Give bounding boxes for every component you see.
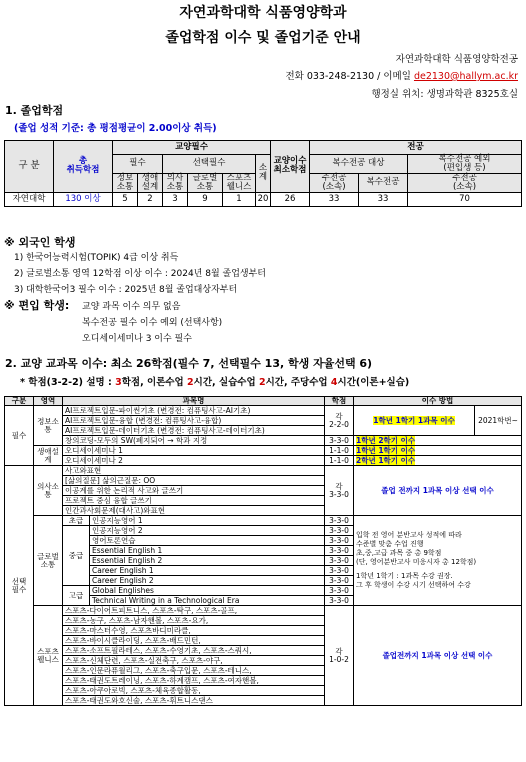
val-info: 5 bbox=[113, 192, 138, 206]
row-label: 자연대학 bbox=[5, 192, 54, 206]
val-major1: 33 bbox=[310, 192, 359, 206]
global-method-line: 입학 전 영어 분반고사 성적에 따라 bbox=[356, 531, 462, 540]
section2-heading: 2. 교양 교과목 이수: 최소 26학점(필수 7, 선택필수 13, 학생 자율선택 6) bbox=[5, 357, 373, 370]
required-label: 필수 bbox=[5, 406, 34, 466]
foreign-item: 2) 글로벌소통 영역 12학점 이상 이수 : 2024년 8월 졸업생부터 bbox=[14, 269, 266, 279]
section1-heading: 1. 졸업학점 bbox=[5, 104, 64, 117]
th-category: 구 분 bbox=[5, 141, 54, 193]
credit-num: 2 bbox=[187, 377, 194, 388]
foreign-heading: ※ 외국인 학생 bbox=[4, 236, 76, 249]
course-name: AI프로젝트입문-파이썬기초 (변경전: 컴퓨팅사고-AI기초) bbox=[63, 406, 325, 416]
course-name: 이공계를 위한 논리적 사고와 글쓰기 bbox=[63, 486, 325, 496]
course-name: 스포츠-바이시클라이딩, 스포츠-배드민턴, bbox=[63, 636, 325, 646]
course-name: 인공지능영어 2 bbox=[90, 526, 325, 536]
th-elective: 선택필수 bbox=[163, 155, 256, 174]
course-name: 창의코딩-모두의 SW(폐지되어 → 학과 지정 bbox=[63, 436, 325, 446]
course-name: 스포츠-마스터수영, 스포츠바디미라클, bbox=[63, 626, 325, 636]
course-name: Career English 1 bbox=[90, 566, 325, 576]
comm-area: 의사소통 bbox=[34, 466, 63, 516]
course-name: 사고와표현 bbox=[63, 466, 325, 476]
foreign-item: 3) 대학한국어3 필수 이수 : 2025년 8월 졸업대상자부터 bbox=[14, 285, 238, 295]
course-name: Essential English 1 bbox=[90, 546, 325, 556]
course-name: [삶의질문] 삶의근질문: OO bbox=[63, 476, 325, 486]
credit-num: 2 bbox=[258, 377, 266, 388]
info-method-year: 2021학번~ bbox=[475, 406, 522, 436]
row-total: 130 이상 bbox=[54, 192, 113, 206]
th-major-exempt: 복수전공 예외 (편입생 등) bbox=[408, 155, 522, 174]
sports-area: 스포츠 웰니스 bbox=[34, 606, 63, 706]
val-subtotal: 20 bbox=[256, 192, 271, 206]
course-name: 스포츠-아쿠아로빅, 스포츠-체육종합활동, bbox=[63, 686, 325, 696]
course-credit: 3-3-0 bbox=[325, 526, 354, 536]
th2-method: 이수 방법 bbox=[354, 397, 522, 406]
global-area: 글로벌 소통 bbox=[34, 516, 63, 606]
transfer-line: 복수전공 필수 이수 예외 (선택사항) bbox=[82, 318, 223, 328]
contact-prefix: 전화 033-248-2130 / 이메일 bbox=[285, 71, 411, 82]
sports-method: 졸업전까지 1과목 이상 선택 이수 bbox=[354, 606, 522, 706]
credit-note bbox=[20, 374, 409, 388]
course-name: AI프로젝트입문-융합 (변경전: 컴퓨팅사고-융합) bbox=[63, 416, 325, 426]
val-double: 33 bbox=[359, 192, 408, 206]
global-method-line: (단, 영어분반고사 미응시자 총 12학점) bbox=[356, 557, 477, 566]
course-name: 스포츠-농구, 스포츠-남자핸볼, 스포츠-요가, bbox=[63, 616, 325, 626]
info-method: 1학년 1학기 1과목 이수 bbox=[373, 415, 455, 425]
email-link[interactable]: de2130@hallym.ac.kr bbox=[413, 71, 518, 82]
course-name: Essential English 2 bbox=[90, 556, 325, 566]
info-area: 정보소통 bbox=[34, 406, 63, 446]
liberal-course-table bbox=[4, 396, 522, 706]
course-credit: 1-1-0 bbox=[325, 446, 354, 456]
course-credit: 3-3-0 bbox=[325, 566, 354, 576]
course-name: 프로젝트 중심 융합 글쓰기 bbox=[63, 496, 325, 506]
th2-course: 과목명 bbox=[63, 397, 325, 406]
global-method-line: 초,중,고급 과목 중 총 9학점 bbox=[356, 548, 442, 557]
val-life: 2 bbox=[138, 192, 163, 206]
th-info: 정보 소통 bbox=[113, 173, 138, 192]
course-credit: 3-3-0 bbox=[325, 576, 354, 586]
course-name: Career English 2 bbox=[90, 576, 325, 586]
contact-info bbox=[285, 68, 518, 82]
course-name: 스포츠-다이어트피트니스, 스포츠-탁구, 스포츠-골프, bbox=[63, 606, 325, 616]
course-credit: 1-1-0 bbox=[325, 456, 354, 466]
course-name: 스포츠-인문라퓨월리그, 스포츠-축구입문, 스포츠-테니스, bbox=[63, 666, 325, 676]
course-name: 오디세이세미나 1 bbox=[63, 446, 325, 456]
th2-credit: 학점 bbox=[325, 397, 354, 406]
graduation-credit-table bbox=[4, 140, 522, 207]
course-name: 스포츠-소프트필라테스, 스포츠-수영기초, 스포츠-스쿼시, bbox=[63, 646, 325, 656]
info-method-last: 1학년 2학기 이수 bbox=[356, 435, 416, 445]
th-major: 전공 bbox=[310, 141, 522, 155]
course-name: 스포츠-태권도와호신술, 스포츠-휘트니스댄스 bbox=[63, 696, 325, 706]
course-name: 오디세이세미나 2 bbox=[63, 456, 325, 466]
level-mid: 중급 bbox=[63, 526, 90, 586]
global-method-line: 수준별 맞춤 수업 진행 bbox=[356, 540, 424, 548]
th-major1: 주전공 (소속) bbox=[310, 173, 359, 192]
course-name: 영어토론연습 bbox=[90, 536, 325, 546]
grade-note: (졸업 성적 기준: 총 평점평균이 2.00이상 취득) bbox=[14, 123, 217, 134]
val-global: 9 bbox=[188, 192, 223, 206]
course-name: Technical Writing in a Technological Era bbox=[90, 596, 325, 606]
course-name: 스포츠-신체단련, 스포츠-실전축구, 스포츠-야구, bbox=[63, 656, 325, 666]
course-name: 인공지능영어 1 bbox=[90, 516, 325, 526]
course-credit: 각 1-0-2 bbox=[325, 606, 354, 706]
th-required: 필수 bbox=[113, 155, 163, 174]
transfer-line: 교양 과목 이수 의무 없음 bbox=[82, 302, 181, 312]
credit-text: 시간, 실습수업 bbox=[193, 377, 256, 388]
credit-text: 시간, 주당수업 bbox=[265, 377, 328, 388]
course-name: 인간과사회문제(대사고)와표현 bbox=[63, 506, 325, 516]
val-comm: 3 bbox=[163, 192, 188, 206]
course-name: Global Englishes bbox=[90, 586, 325, 596]
course-credit: 3-3-0 bbox=[325, 516, 354, 526]
life-method: 1학년 1학기 이수 bbox=[356, 445, 416, 455]
th-major2: 주전공 (소속) bbox=[408, 173, 522, 192]
th-liberal-min: 교양이수 최소학점 bbox=[271, 141, 310, 193]
page-subtitle: 졸업학점 이수 및 졸업기준 안내 bbox=[165, 30, 361, 46]
credit-num: 4 bbox=[330, 377, 338, 388]
course-name: AI프로젝트입문-데이터기초 (변경전: 컴퓨팅사고-데이터기초) bbox=[63, 426, 325, 436]
credit-text: 시간(이론+실습) bbox=[337, 377, 410, 388]
th-life: 생애 설계 bbox=[138, 173, 163, 192]
course-name: 스포츠-태권도트레이닝, 스포츠-하계캠프, 스포츠-여자핸볼, bbox=[63, 676, 325, 686]
level-adv: 고급 bbox=[63, 586, 90, 606]
course-credit: 3-3-0 bbox=[325, 436, 354, 446]
course-credit: 3-3-0 bbox=[325, 546, 354, 556]
transfer-heading: ※ 편입 학생: bbox=[4, 299, 70, 312]
course-credit: 3-3-0 bbox=[325, 556, 354, 566]
th-global: 글로벌 소통 bbox=[188, 173, 223, 192]
page-title: 자연과학대학 식품영양학과 bbox=[179, 5, 347, 21]
credit-num: 3 bbox=[115, 377, 122, 388]
elective-label: 선택 필수 bbox=[5, 466, 34, 706]
th2-type: 구분 bbox=[5, 397, 34, 406]
th-comm: 의사 소통 bbox=[163, 173, 188, 192]
th-sports: 스포츠 웰니스 bbox=[223, 173, 256, 192]
dept-info: 자연과학대학 식품영양학전공 bbox=[395, 54, 518, 65]
th-double: 복수전공 bbox=[359, 173, 408, 192]
th2-area: 영역 bbox=[34, 397, 63, 406]
life-method: 2학년 1학기 이수 bbox=[356, 455, 416, 465]
transfer-line: 오디세이세미나 3 이수 필수 bbox=[82, 334, 192, 344]
course-credit: 각 2-2-0 bbox=[325, 406, 354, 436]
course-credit: 3-3-0 bbox=[325, 596, 354, 606]
val-major2: 70 bbox=[408, 192, 522, 206]
credit-note-prefix: * 학점(3-2-2) 설명 : bbox=[20, 377, 112, 388]
course-credit: 3-3-0 bbox=[325, 536, 354, 546]
comm-method: 졸업 전까지 1과목 이상 선택 이수 bbox=[354, 466, 522, 516]
val-liberal-min: 26 bbox=[271, 192, 310, 206]
global-method-line: 1학년 1학기 : 1과목 수강 권장. bbox=[356, 572, 453, 581]
course-credit: 3-3-0 bbox=[325, 586, 354, 596]
level-beginner: 초급 bbox=[63, 516, 90, 526]
val-sports: 1 bbox=[223, 192, 256, 206]
th-major-single: 복수전공 대상 bbox=[310, 155, 408, 174]
foreign-item: 1) 한국어능력시험(TOPIK) 4급 이상 취득 bbox=[14, 253, 179, 263]
course-credit: 각 3-3-0 bbox=[325, 466, 354, 516]
th-liberal: 교양필수 bbox=[113, 141, 271, 155]
th-total: 총 취득학점 bbox=[54, 141, 113, 193]
global-method-line: 그 후 학생이 수강 시기 선택하여 수강 bbox=[356, 581, 471, 589]
global-method bbox=[354, 516, 522, 606]
th-subtotal: 소계 bbox=[256, 155, 271, 193]
credit-text: 학점, 이론수업 bbox=[121, 377, 184, 388]
life-area: 생애설계 bbox=[34, 446, 63, 466]
office-info: 행정실 위치: 생명과학관 8325호실 bbox=[371, 89, 518, 100]
